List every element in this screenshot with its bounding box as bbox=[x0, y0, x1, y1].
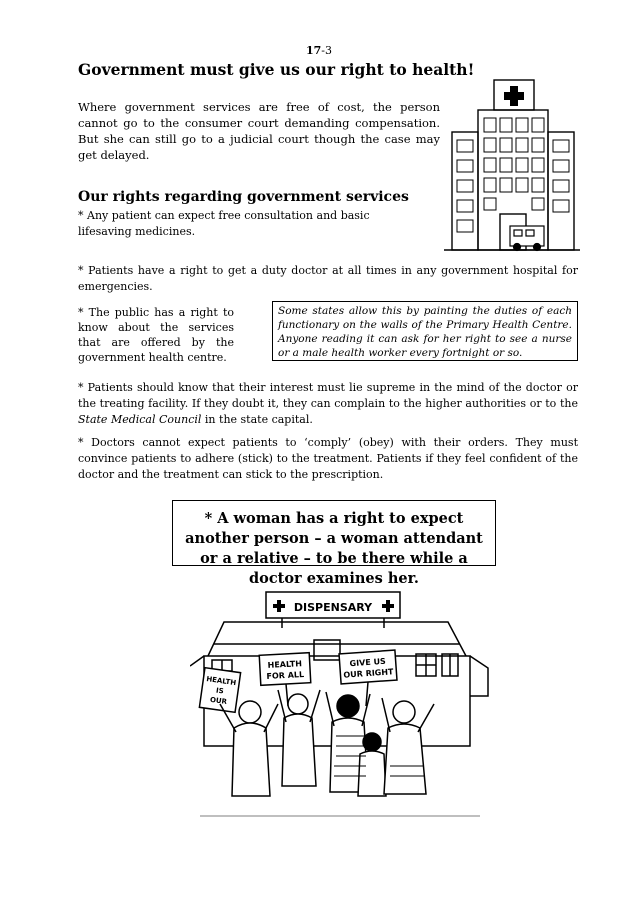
hospital-illustration bbox=[444, 74, 580, 256]
bullet-right-to-know: * The public has a right to know about the services that are offered by the government health centre. bbox=[78, 306, 234, 364]
dispensary-protest-illustration bbox=[190, 586, 490, 848]
state-medical-council: State Medical Council bbox=[78, 413, 202, 426]
callout-box: * A woman has a right to expect another person – a woman attendant or a relative – to be there while a doctor examines her. bbox=[172, 500, 496, 566]
dispensary-sign: DISPENSARY bbox=[293, 601, 373, 614]
bullet-duty-doctor: * Patients have a right to get a duty doctor at all times in any government hospital for emergencies. bbox=[78, 264, 578, 293]
placard-health-is-our-line1: HEALTH bbox=[205, 675, 237, 688]
section-heading: Our rights regarding government services bbox=[78, 189, 409, 205]
bullet-patient-interest: * Patients should know that their interest must lie supreme in the mind of the doctor or the treating facility. If they doubt it, they can complain to the higher authorities or to the State Medical Council in the state capital. bbox=[78, 381, 578, 426]
placard-health-for-all-line2: FOR ALL bbox=[266, 670, 305, 681]
placard-give-us-line2: OUR RIGHT bbox=[343, 667, 394, 680]
placard-give-us-line1: GIVE US bbox=[349, 656, 387, 669]
page-number: 17-3 bbox=[305, 44, 333, 57]
page-title: Government must give us our right to health! bbox=[78, 60, 475, 79]
placard-health-is-our-line2: IS bbox=[215, 686, 225, 696]
placard-health-for-all-line1: HEALTH bbox=[267, 659, 303, 670]
placard-health-is-our-line3: OUR bbox=[209, 695, 228, 707]
bullet-comply: * Doctors cannot expect patients to ‘comply’ (obey) with their orders. They must convince patients to adhere (stick) to the treatment. Patients if they feel confident of the doctor and the treatment can stick to the prescription. bbox=[78, 436, 578, 481]
intro-paragraph: Where government services are free of cost, the person cannot go to the consumer court demanding compensation. But she can still go to a judicial court though the case may get delayed. bbox=[78, 100, 440, 162]
bullet-free-consultation: * Any patient can expect free consultation and basic lifesaving medicines. bbox=[78, 209, 370, 238]
side-note-box: Some states allow this by painting the duties of each functionary on the walls of the Primary Health Centre. Anyone reading it can ask for her right to see a nurse or a male health worker every fortnight or so. bbox=[272, 301, 578, 361]
